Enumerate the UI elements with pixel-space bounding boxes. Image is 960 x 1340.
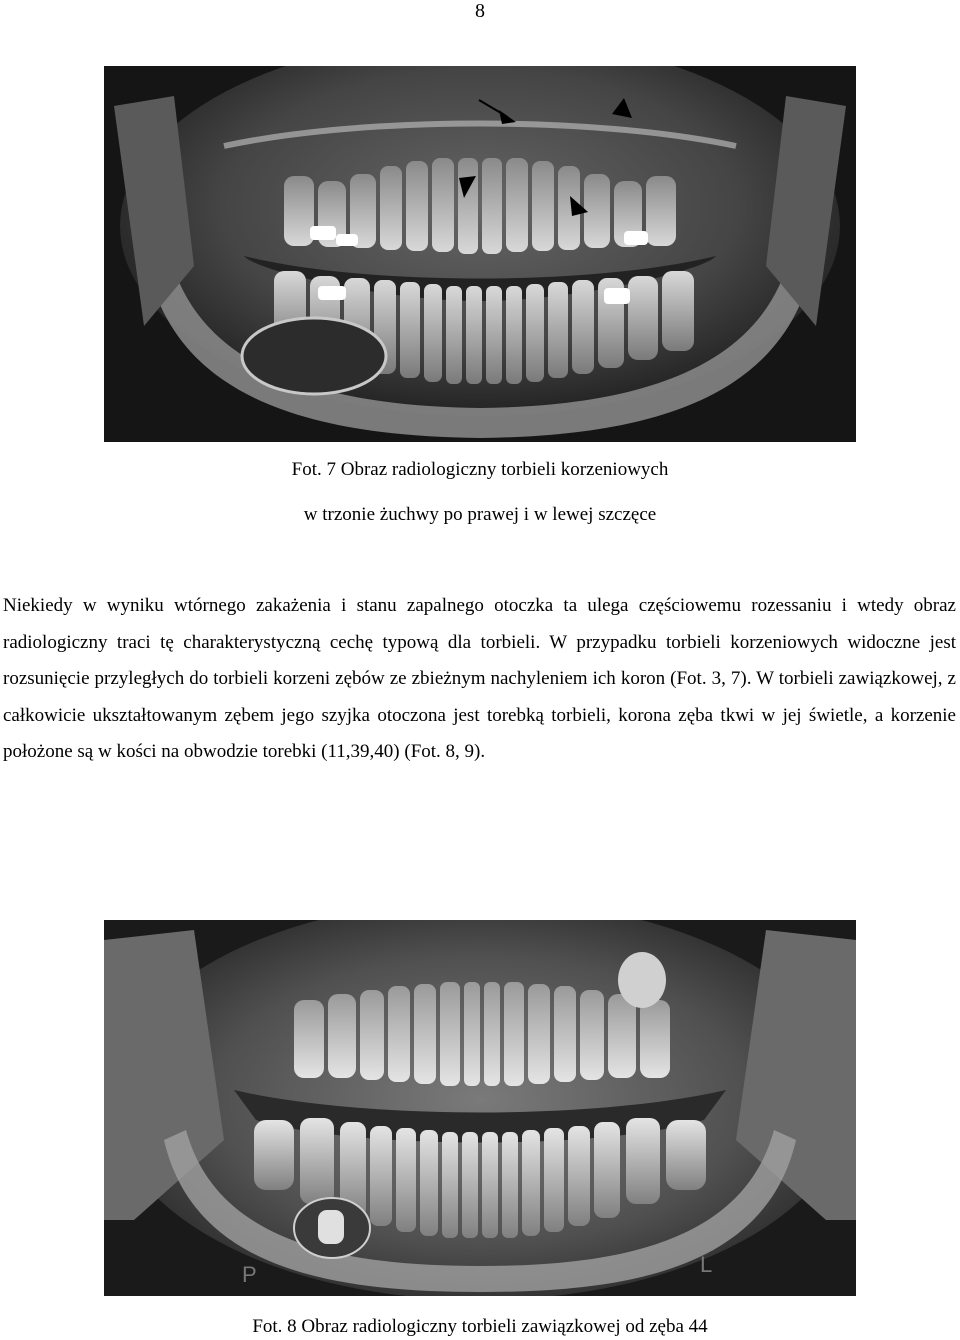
figure-7-caption-line-1: Fot. 7 Obraz radiologiczny torbieli korzeniowych <box>291 459 669 480</box>
figure-8-svg <box>104 920 856 1296</box>
figure-8-marker-p: P <box>242 1262 257 1287</box>
page-number: 8 <box>475 0 485 22</box>
figure-7-svg <box>104 66 856 442</box>
figure-8-marker-l: L <box>700 1252 713 1277</box>
figure-7-caption-line-2: w trzonie żuchwy po prawej i w lewej szczęce <box>303 504 657 525</box>
body-paragraph: Niekiedy w wyniku wtórnego zakażenia i stanu zapalnego otoczka ta ulega częściowemu rozessaniu i wtedy obraz radiologiczny traci tę charakterystyczną cechę typową dla torbieli. W przypadku torbieli korzeniowych widoczne jest rozsunięcie przyległych do torbieli korzeni zębów ze zbieżnym nachyleniem ich koron (Fot. 3, 7). W torbieli zawiązkowej, z całkowicie ukształtowanym zębem jego szyjka otoczona jest torebką torbieli, korona zęba tkwi w jej świetle, a korzenie położone są w kości na obwodzie torebki (11,39,40) (Fot. 8, 9). <box>3 595 956 762</box>
figure-8-radiograph <box>104 920 856 1296</box>
figure-8-caption: Fot. 8 Obraz radiologiczny torbieli zawiązkowej od zęba 44 <box>252 1316 708 1337</box>
figure-7-radiograph <box>104 66 856 442</box>
